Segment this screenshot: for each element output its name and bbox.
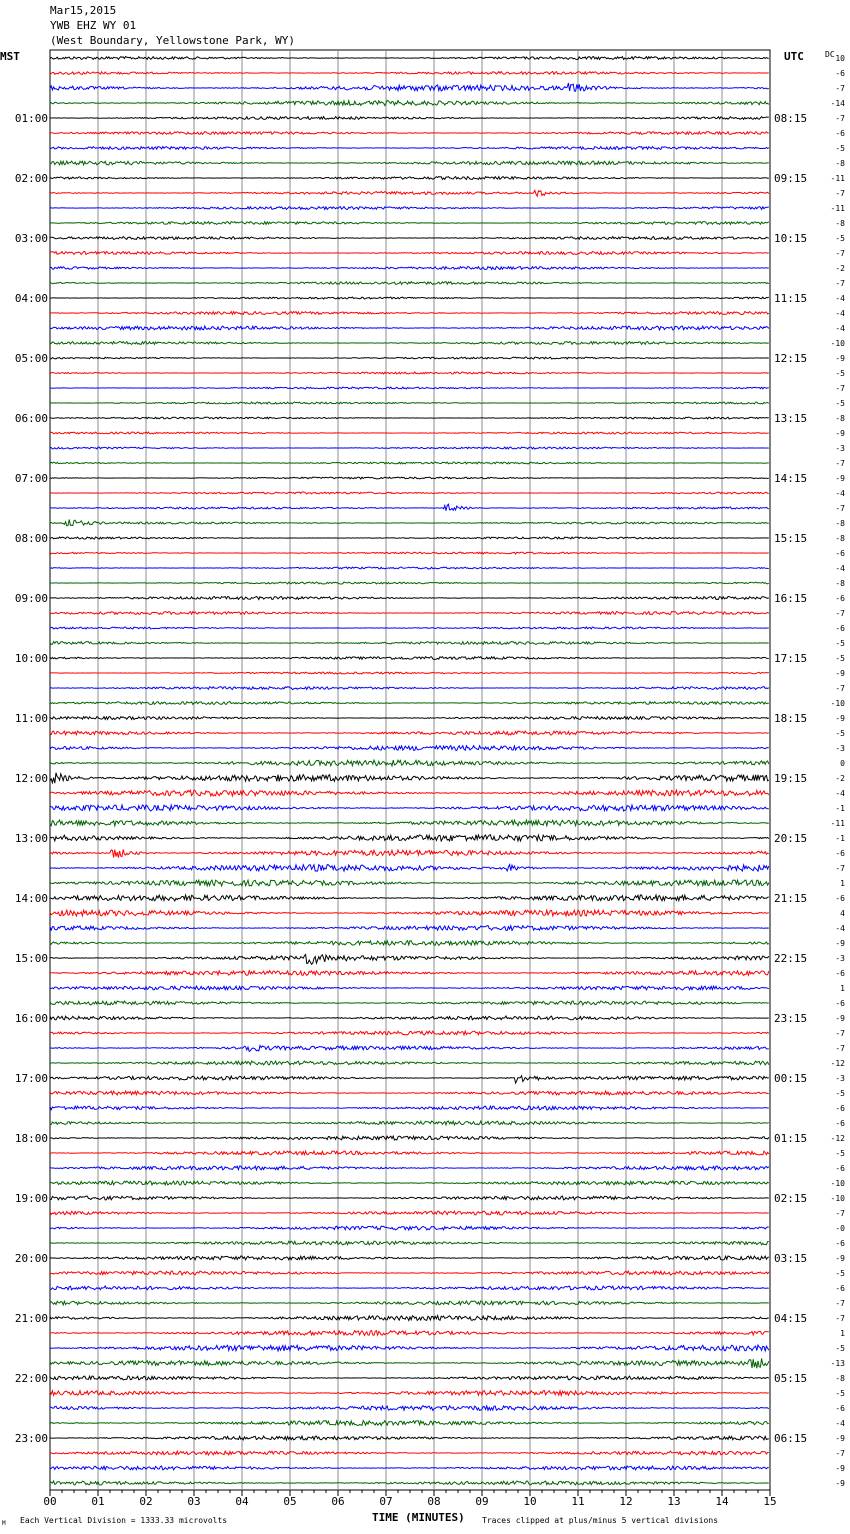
dc-offset-label: 1 <box>840 1329 845 1338</box>
dc-offset-label: -9 <box>835 429 845 438</box>
dc-offset-label: -5 <box>835 144 845 153</box>
seismic-trace <box>50 746 769 751</box>
x-tick-label: 05 <box>283 1495 297 1508</box>
dc-offset-label: 0 <box>840 759 845 768</box>
dc-offset-label: -8 <box>835 579 845 588</box>
dc-offset-label: -9 <box>835 1434 845 1443</box>
seismic-trace <box>50 760 769 766</box>
hour-label-utc: 11:15 <box>774 292 808 305</box>
dc-offset-label: -6 <box>835 1404 845 1413</box>
seismic-trace <box>50 773 769 783</box>
x-axis-title: TIME (MINUTES) <box>372 1511 465 1524</box>
seismic-trace <box>50 1151 769 1155</box>
x-tick-label: 00 <box>43 1495 57 1508</box>
dc-offset-label: -1 <box>835 804 845 813</box>
seismic-trace <box>50 190 769 196</box>
scale-note: Each Vertical Division = 1333.33 microvolts <box>20 1516 228 1525</box>
dc-offset-label: -4 <box>835 489 845 498</box>
hour-label-mst: 05:00 <box>14 352 48 365</box>
seismic-trace <box>50 1001 769 1005</box>
seismic-trace <box>50 1421 769 1426</box>
seismic-trace <box>50 57 769 60</box>
seismic-trace <box>50 1076 769 1083</box>
hour-label-mst: 22:00 <box>14 1372 48 1385</box>
seismic-trace <box>50 1391 769 1396</box>
seismic-trace <box>50 582 769 584</box>
seismic-trace <box>50 387 769 389</box>
hour-label-utc: 14:15 <box>774 472 808 485</box>
hour-label-utc: 08:15 <box>774 112 808 125</box>
dc-offset-label: -12 <box>830 1059 845 1068</box>
dc-offset-label: -3 <box>835 744 845 753</box>
hour-label-utc: 04:15 <box>774 1312 808 1325</box>
dc-offset-label: -9 <box>835 1464 845 1473</box>
dc-offset-label: -7 <box>835 504 845 513</box>
seismic-trace <box>50 72 769 75</box>
seismic-trace <box>50 642 769 645</box>
dc-offset-label: -2 <box>835 264 845 273</box>
dc-offset-label: -5 <box>835 654 845 663</box>
dc-offset-label: -6 <box>835 129 845 138</box>
seismic-trace <box>50 267 769 270</box>
dc-offset-label: -6 <box>835 1239 845 1248</box>
seismic-trace <box>50 1181 769 1185</box>
dc-offset-label: -6 <box>835 894 845 903</box>
seismic-trace <box>50 805 769 811</box>
seismic-trace <box>50 657 769 660</box>
seismic-trace <box>50 1211 769 1215</box>
x-tick-label: 02 <box>139 1495 153 1508</box>
dc-offset-label: -5 <box>835 399 845 408</box>
seismic-trace <box>50 1481 769 1485</box>
seismic-trace <box>50 1256 769 1260</box>
seismic-trace <box>50 1091 769 1095</box>
x-tick-label: 11 <box>571 1495 585 1508</box>
dc-offset-label: -7 <box>835 1029 845 1038</box>
seismic-trace <box>50 1061 769 1065</box>
seismic-trace <box>50 926 769 931</box>
x-tick-label: 04 <box>235 1495 249 1508</box>
dc-offset-label: -1 <box>835 834 845 843</box>
dc-offset-label: -6 <box>835 594 845 603</box>
seismic-trace <box>50 612 769 615</box>
dc-offset-label: -5 <box>835 369 845 378</box>
dc-offset-label: -8 <box>835 219 845 228</box>
seismic-trace <box>50 955 769 965</box>
dc-offset-label: -5 <box>835 729 845 738</box>
hour-label-utc: 12:15 <box>774 352 808 365</box>
seismic-trace <box>50 207 769 210</box>
hour-label-mst: 06:00 <box>14 412 48 425</box>
hour-label-utc: 20:15 <box>774 832 808 845</box>
seismic-trace <box>50 237 769 240</box>
seismic-trace <box>50 790 769 796</box>
seismic-trace <box>50 1016 769 1020</box>
dc-offset-label: -4 <box>835 294 845 303</box>
hour-label-utc: 00:15 <box>774 1072 808 1085</box>
x-tick-label: 03 <box>187 1495 201 1508</box>
dc-offset-label: -7 <box>835 384 845 393</box>
seismic-trace <box>50 910 769 916</box>
hour-label-utc: 05:15 <box>774 1372 808 1385</box>
dc-offset-label: -3 <box>835 444 845 453</box>
dc-offset-label: -4 <box>835 1419 845 1428</box>
dc-offset-label: -7 <box>835 1209 845 1218</box>
hour-label-utc: 22:15 <box>774 952 808 965</box>
x-tick-label: 06 <box>331 1495 345 1508</box>
seismic-trace <box>50 1106 769 1110</box>
seismic-trace <box>50 702 769 705</box>
dc-offset-label: -7 <box>835 609 845 618</box>
seismic-trace <box>50 1271 769 1275</box>
hour-label-utc: 21:15 <box>774 892 808 905</box>
hour-label-mst: 14:00 <box>14 892 48 905</box>
corner-mark: M <box>2 1520 6 1527</box>
seismic-trace <box>50 342 769 345</box>
hour-label-mst: 20:00 <box>14 1252 48 1265</box>
hour-label-utc: 23:15 <box>774 1012 808 1025</box>
seismic-trace <box>50 147 769 150</box>
dc-offset-label: -6 <box>835 849 845 858</box>
hour-label-mst: 08:00 <box>14 532 48 545</box>
seismic-trace <box>50 161 769 165</box>
seismic-trace <box>50 895 769 901</box>
seismic-trace <box>50 222 769 225</box>
seismic-trace <box>50 447 769 449</box>
seismic-trace <box>50 326 769 330</box>
seismic-trace <box>50 1226 769 1230</box>
hour-label-mst: 15:00 <box>14 952 48 965</box>
hour-label-mst: 23:00 <box>14 1432 48 1445</box>
dc-offset-label: -10 <box>830 1179 845 1188</box>
dc-offset-label: -9 <box>835 939 845 948</box>
hour-label-mst: 04:00 <box>14 292 48 305</box>
seismic-trace <box>50 372 769 374</box>
dc-offset-label: -9 <box>835 354 845 363</box>
seismic-trace <box>50 297 769 299</box>
hour-label-mst: 02:00 <box>14 172 48 185</box>
dc-offset-label: -14 <box>830 99 845 108</box>
seismic-trace <box>50 849 769 857</box>
hour-label-mst: 09:00 <box>14 592 48 605</box>
dc-offset-label: -10 <box>830 339 845 348</box>
dc-offset-label: -8 <box>835 519 845 528</box>
seismic-trace <box>50 282 769 285</box>
hour-label-mst: 11:00 <box>14 712 48 725</box>
dc-offset-label: -3 <box>835 954 845 963</box>
dc-offset-label: -5 <box>835 1389 845 1398</box>
dc-offset-label: -7 <box>835 249 845 258</box>
dc-offset-label: -7 <box>835 1314 845 1323</box>
x-tick-label: 13 <box>667 1495 681 1508</box>
hour-label-utc: 06:15 <box>774 1432 808 1445</box>
dc-offset-label: -4 <box>835 924 845 933</box>
seismic-trace <box>50 1241 769 1245</box>
seismic-trace <box>50 117 769 120</box>
seismic-trace <box>50 252 769 255</box>
seismic-trace <box>50 1136 769 1140</box>
dc-offset-label: -5 <box>835 639 845 648</box>
right-timezone-label: UTC <box>784 50 804 63</box>
seismic-trace <box>50 101 769 106</box>
dc-offset-label: -6 <box>835 1104 845 1113</box>
dc-offset-label: -7 <box>835 1044 845 1053</box>
dc-offset-label: -13 <box>830 1359 845 1368</box>
hour-label-mst: 18:00 <box>14 1132 48 1145</box>
dc-offset-label: 1 <box>840 879 845 888</box>
dc-offset-label: -5 <box>835 1089 845 1098</box>
hour-label-utc: 16:15 <box>774 592 808 605</box>
hour-label-mst: 16:00 <box>14 1012 48 1025</box>
dc-offset-label: 1 <box>840 984 845 993</box>
seismic-trace <box>50 1376 769 1380</box>
x-tick-label: 10 <box>523 1495 537 1508</box>
seismic-trace <box>50 1345 769 1351</box>
dc-offset-label: -7 <box>835 684 845 693</box>
dc-offset-label: -5 <box>835 1344 845 1353</box>
dc-offset-label: -7 <box>835 279 845 288</box>
seismic-trace <box>50 432 769 434</box>
seismic-trace <box>50 597 769 600</box>
dc-offset-label: -9 <box>835 669 845 678</box>
dc-offset-label: -11 <box>830 174 845 183</box>
dc-offset-label: -6 <box>835 549 845 558</box>
seismic-trace <box>50 132 769 135</box>
seismic-trace <box>50 880 769 886</box>
seismic-trace <box>50 492 769 494</box>
dc-offset-label: -6 <box>835 1164 845 1173</box>
seismic-trace <box>50 1196 769 1200</box>
seismic-trace <box>50 865 769 872</box>
x-tick-label: 09 <box>475 1495 489 1508</box>
dc-offset-label: -3 <box>835 1074 845 1083</box>
dc-offset-label: -9 <box>835 1479 845 1488</box>
seismic-trace <box>50 1466 769 1470</box>
hour-label-utc: 18:15 <box>774 712 808 725</box>
seismic-trace <box>50 83 769 91</box>
seismic-trace <box>50 1046 769 1052</box>
seismic-trace <box>50 567 769 569</box>
dc-offset-label: 10 <box>835 54 845 63</box>
seismic-trace <box>50 835 769 841</box>
clip-note: Traces clipped at plus/minus 5 vertical divisions <box>482 1516 719 1525</box>
station-code: YWB EHZ WY 01 <box>50 19 137 32</box>
hour-label-mst: 19:00 <box>14 1192 48 1205</box>
dc-offset-label: -8 <box>835 159 845 168</box>
seismic-trace <box>50 520 769 526</box>
hour-label-mst: 17:00 <box>14 1072 48 1085</box>
seismic-trace <box>50 627 769 629</box>
dc-offset-label: -2 <box>835 774 845 783</box>
hour-label-utc: 13:15 <box>774 412 808 425</box>
seismic-trace <box>50 1166 769 1170</box>
dc-offset-label: -8 <box>835 414 845 423</box>
dc-column-label: DC <box>825 50 835 59</box>
dc-offset-label: -7 <box>835 84 845 93</box>
station-location: (West Boundary, Yellowstone Park, WY) <box>50 34 296 47</box>
x-tick-label: 07 <box>379 1495 393 1508</box>
hour-label-mst: 12:00 <box>14 772 48 785</box>
dc-offset-label: -7 <box>835 1299 845 1308</box>
seismic-trace <box>50 312 769 315</box>
hour-label-mst: 03:00 <box>14 232 48 245</box>
seismic-trace <box>50 552 769 554</box>
seismic-trace <box>50 971 769 976</box>
hour-label-utc: 15:15 <box>774 532 808 545</box>
seismic-trace <box>50 1331 769 1336</box>
dc-offset-label: -5 <box>835 1269 845 1278</box>
dc-offset-label: -4 <box>835 309 845 318</box>
x-tick-label: 14 <box>715 1495 729 1508</box>
dc-offset-label: -12 <box>830 1134 845 1143</box>
hour-label-utc: 03:15 <box>774 1252 808 1265</box>
dc-offset-label: -10 <box>830 1194 845 1203</box>
seismic-trace <box>50 672 769 674</box>
dc-offset-label: -9 <box>835 1254 845 1263</box>
x-tick-label: 12 <box>619 1495 633 1508</box>
hour-label-mst: 07:00 <box>14 472 48 485</box>
dc-offset-label: -7 <box>835 864 845 873</box>
dc-offset-label: -7 <box>835 459 845 468</box>
dc-offset-label: -8 <box>835 1374 845 1383</box>
x-tick-label: 08 <box>427 1495 441 1508</box>
seismic-trace <box>50 731 769 735</box>
seismic-trace <box>50 462 769 464</box>
seismic-trace <box>50 941 769 946</box>
hour-label-mst: 13:00 <box>14 832 48 845</box>
hour-label-utc: 09:15 <box>774 172 808 185</box>
dc-offset-label: -11 <box>830 204 845 213</box>
seismic-trace <box>50 417 769 419</box>
dc-offset-label: -6 <box>835 969 845 978</box>
dc-offset-label: -6 <box>835 624 845 633</box>
dc-offset-label: -7 <box>835 114 845 123</box>
seismic-trace <box>50 1121 769 1125</box>
x-tick-label: 01 <box>91 1495 105 1508</box>
seismic-trace <box>50 504 769 511</box>
seismic-trace <box>50 1286 769 1290</box>
dc-offset-label: -9 <box>835 714 845 723</box>
seismic-trace <box>50 1031 769 1035</box>
hour-label-utc: 02:15 <box>774 1192 808 1205</box>
seismic-trace <box>50 357 769 359</box>
dc-offset-label: -6 <box>835 69 845 78</box>
hour-label-utc: 01:15 <box>774 1132 808 1145</box>
x-tick-label: 15 <box>763 1495 777 1508</box>
dc-offset-label: -7 <box>835 1449 845 1458</box>
dc-offset-label: -6 <box>835 1119 845 1128</box>
dc-offset-label: -6 <box>835 999 845 1008</box>
dc-offset-label: -8 <box>835 534 845 543</box>
seismic-trace <box>50 687 769 690</box>
dc-offset-label: -11 <box>830 819 845 828</box>
dc-offset-label: -4 <box>835 564 845 573</box>
hour-label-mst: 10:00 <box>14 652 48 665</box>
dc-offset-label: -0 <box>835 1224 845 1233</box>
dc-offset-label: -5 <box>835 234 845 243</box>
seismic-trace <box>50 1301 769 1305</box>
hour-label-utc: 17:15 <box>774 652 808 665</box>
hour-label-mst: 21:00 <box>14 1312 48 1325</box>
seismic-trace <box>50 537 769 539</box>
seismic-trace <box>50 177 769 180</box>
seismic-trace <box>50 1359 769 1369</box>
dc-offset-label: -5 <box>835 1149 845 1158</box>
plot-date: Mar15,2015 <box>50 4 117 17</box>
seismic-trace <box>50 477 769 479</box>
dc-offset-label: -6 <box>835 1284 845 1293</box>
seismic-trace <box>50 1436 769 1440</box>
seismic-trace <box>50 986 769 990</box>
seismic-trace <box>50 717 769 720</box>
seismic-trace <box>50 402 769 404</box>
dc-offset-label: -4 <box>835 789 845 798</box>
dc-offset-label: -9 <box>835 474 845 483</box>
left-timezone-label: MST <box>0 50 20 63</box>
seismic-trace <box>50 1316 769 1321</box>
dc-offset-label: -4 <box>835 324 845 333</box>
dc-offset-label: 4 <box>840 909 845 918</box>
seismic-trace <box>50 820 769 826</box>
hour-label-mst: 01:00 <box>14 112 48 125</box>
seismic-trace <box>50 1451 769 1455</box>
seismic-trace <box>50 1406 769 1411</box>
dc-offset-label: -10 <box>830 699 845 708</box>
hour-label-utc: 10:15 <box>774 232 808 245</box>
dc-offset-label: -7 <box>835 189 845 198</box>
hour-label-utc: 19:15 <box>774 772 808 785</box>
dc-offset-label: -9 <box>835 1014 845 1023</box>
